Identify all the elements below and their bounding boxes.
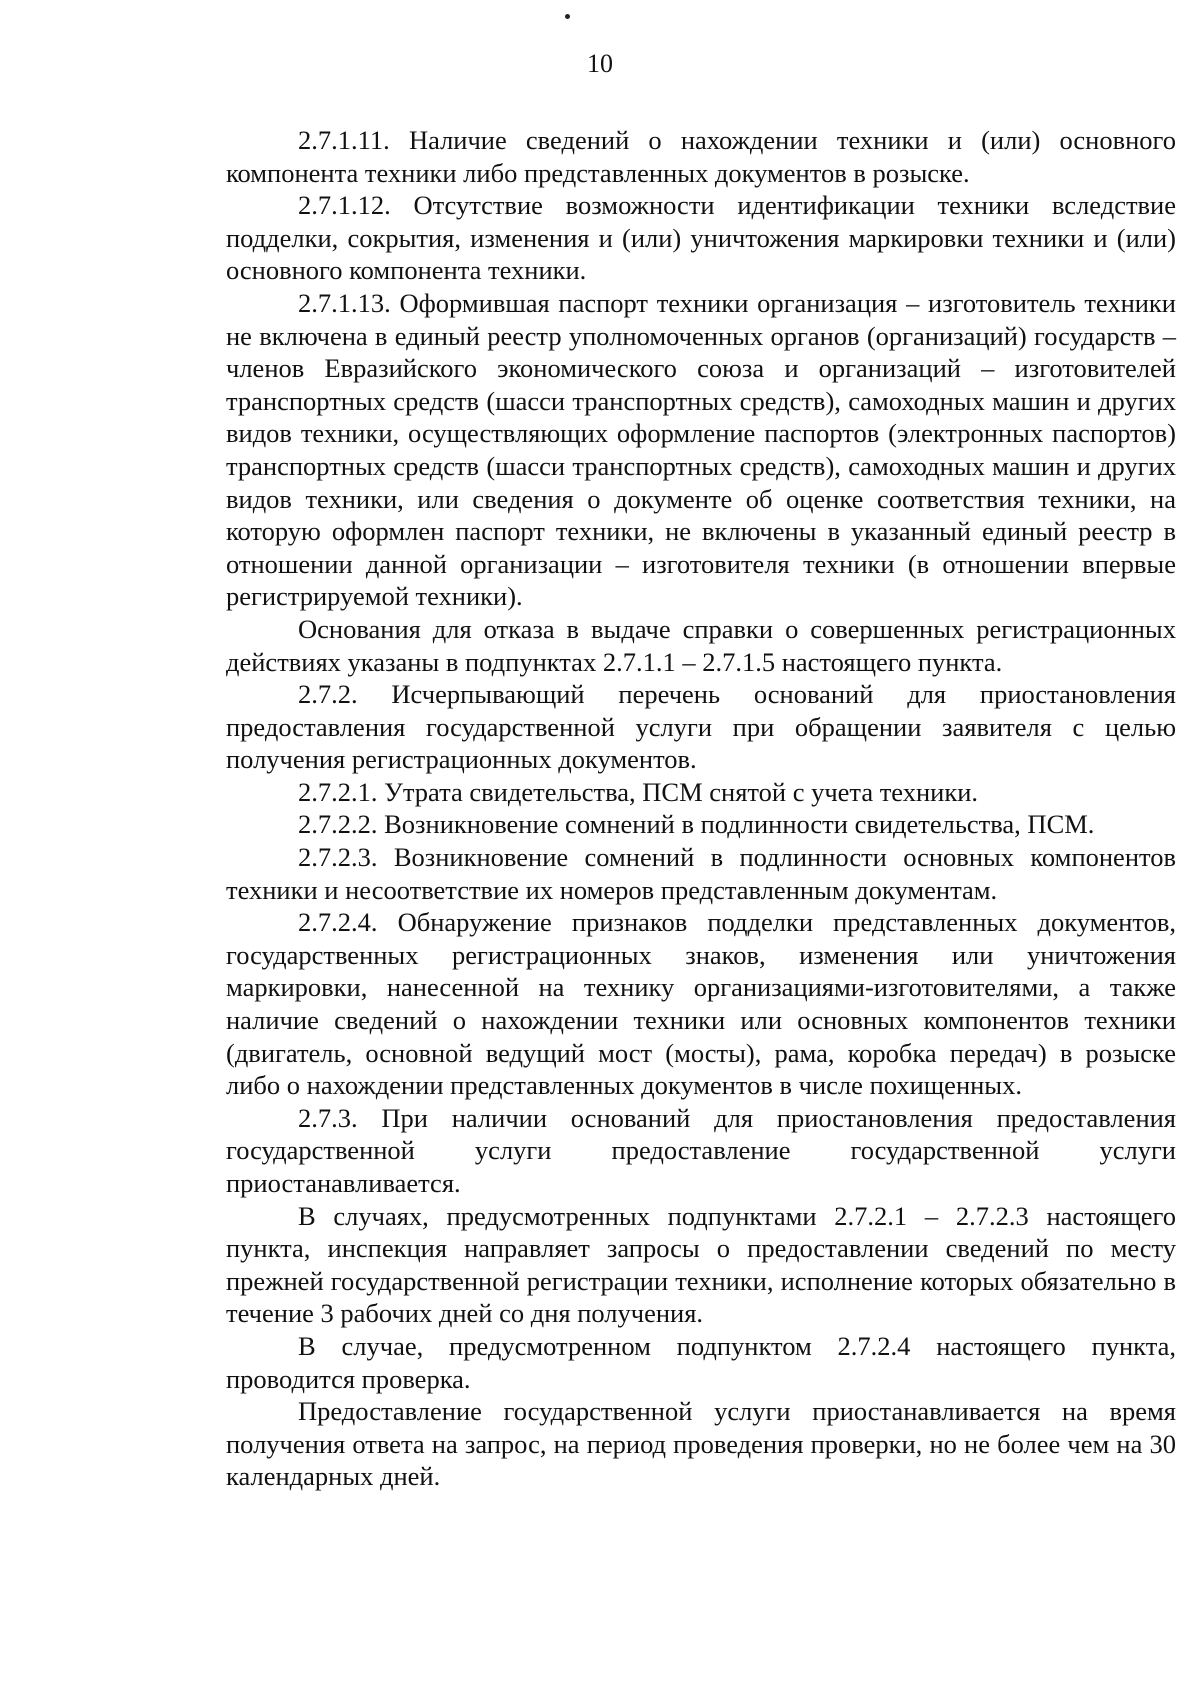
scan-mark — [565, 14, 570, 19]
paragraph-2-7-2-1: 2.7.2.1. Утрата свидетельства, ПСМ снятой с учета техники. — [298, 776, 979, 807]
document-body — [226, 124, 1176, 1493]
paragraph-2-7-1-12: 2.7.1.12. Отсутствие возможности идентификации техники вследствие подделки, сокрытия, изменения и (или) уничтожения маркировки техники и (или) основного компонента техники. — [226, 190, 1176, 286]
paragraph-inspection: В случае, предусмотренном подпунктом 2.7.2.4 настоящего пункта, проводится проверка. — [226, 1330, 1176, 1394]
paragraph-2-7-2: 2.7.2. Исчерпывающий перечень оснований для приостановления предоставления государственной услуги при обращении заявителя с целью получения регистрационных документов. — [226, 679, 1176, 775]
paragraph-suspension-period: Предоставление государственной услуги приостанавливается на время получения ответа на запрос, на период проведения проверки, но не более чем на 30 календарных дней. — [226, 1396, 1176, 1492]
page-number: 10 — [587, 49, 613, 78]
paragraph-2-7-1-13: 2.7.1.13. Оформившая паспорт техники организация – изготовитель техники не включена в единый реестр уполномоченных органов (организаций) государств – членов Евразийского экономического союза и организаций – изготовителей транспортных средств (шасси транспортных средств), самоходных машин и других видов техники, осуществляющих оформление паспортов (электронных паспортов) транспортных средств (шасси транспортных средств), самоходных машин и других видов техники, или сведения о документе об оценке соответствия техники, на которую оформлен паспорт техники, не включены в указанный единый реестр в отношении данной организации – изготовителя техники (в отношении впервые регистрируемой техники). — [226, 287, 1176, 612]
paragraph-refusal-grounds: Основания для отказа в выдаче справки о совершенных регистрационных действиях указаны в подпунктах 2.7.1.1 – 2.7.1.5 настоящего пункта. — [226, 613, 1176, 677]
paragraph-2-7-3: 2.7.3. При наличии оснований для приостановления предоставления государственной услуги предоставление государственной услуги приостанавливается. — [226, 1102, 1176, 1198]
paragraph-requests: В случаях, предусмотренных подпунктами 2.7.2.1 – 2.7.2.3 настоящего пункта, инспекция направляет запросы о предоставлении сведений по месту прежней государственной регистрации техники, исполнение которых обязательно в течение 3 рабочих дней со дня получения. — [226, 1200, 1176, 1329]
paragraph-2-7-2-3: 2.7.2.3. Возникновение сомнений в подлинности основных компонентов техники и несоответствие их номеров представленным документам. — [226, 842, 1176, 905]
paragraph-2-7-2-2: 2.7.2.2. Возникновение сомнений в подлинности свидетельства, ПСМ. — [298, 809, 1095, 840]
paragraph-2-7-1-11: 2.7.1.11. Наличие сведений о нахождении техники и (или) основного компонента техники либо представленных документов в розыске. — [226, 125, 1176, 188]
paragraph-2-7-2-4: 2.7.2.4. Обнаружение признаков подделки представленных документов, государственных регистрационных знаков, изменения или уничтожения маркировки, нанесенной на технику организациями-изготовителями, а также наличие сведений о нахождении техники или основных компонентов техники (двигатель, основной ведущий мост (мосты), рама, коробка передач) в розыске либо о нахождении представленных документов в числе похищенных. — [226, 907, 1176, 1101]
